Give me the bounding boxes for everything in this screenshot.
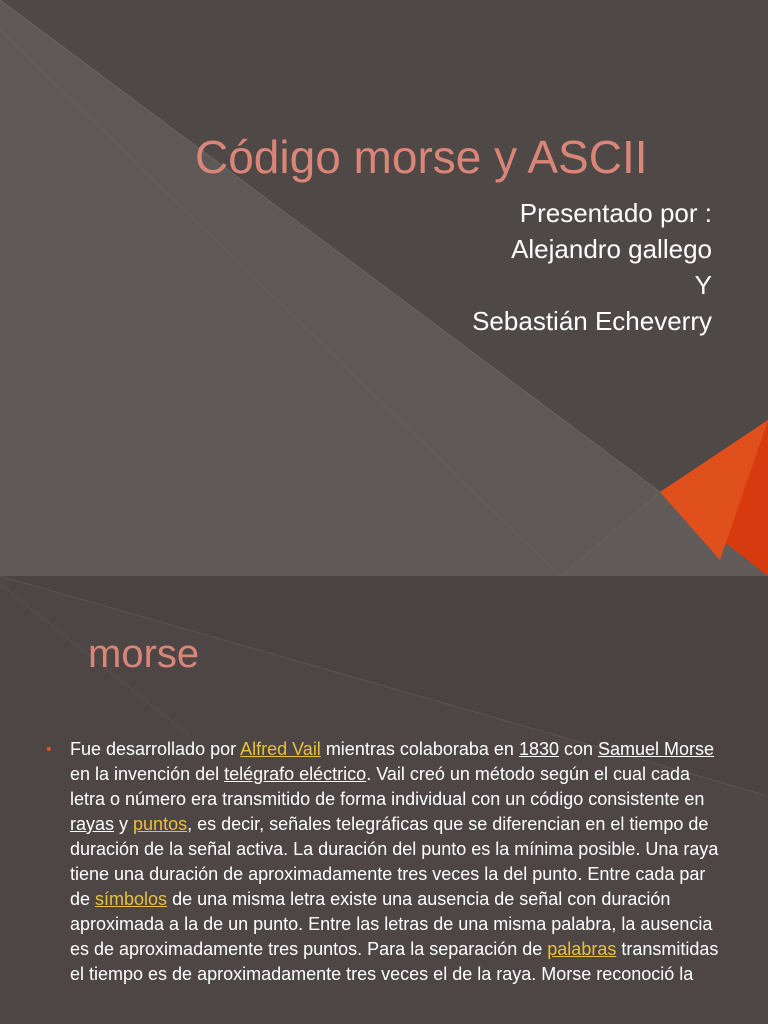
section-title-morse: morse [88,632,200,676]
text-segment: transmitidas el tiempo es de aproximadamente tres veces el de la raya. Morse reconoció la [70,939,719,984]
morse-description [46,737,730,987]
hyperlink[interactable]: Alfred Vail [240,739,321,759]
conjunction-text: Y [694,270,712,300]
text-segment: de una misma letra existe una ausencia de señal con duración aproximada a la de un punto. Entre las letras de una misma palabra, la ausencia es de aproximadamente tres puntos. Para la separación de [70,889,713,959]
text-segment: con [558,739,599,759]
presenter-name-1: Alejandro gallego [511,234,712,264]
underlined-link[interactable]: 1830 [518,739,559,759]
underlined-link[interactable]: rayas [70,814,115,834]
text-segment: , es decir, señales telegráficas que se diferencian en el tiempo de duración de la señal activa. La duración del punto es la mínima posible. Una raya tiene una duración de aproximadamente tres veces la del punto. Entre cada par de [70,814,719,909]
underlined-link[interactable]: telégrafo eléctrico [224,764,367,784]
presenters-block [472,195,712,339]
text-segment: . Vail creó un método según el cual cada letra o número era transmitido de forma individual con un código consistente en [70,764,705,809]
text-segment: y [114,814,134,834]
slide-morse [0,576,768,1024]
hyperlink[interactable]: símbolos [95,889,168,909]
text-segment: en la invención del [70,764,225,784]
text-segment: Fue desarrollado por [70,739,241,759]
hyperlink[interactable]: puntos [133,814,188,834]
presenter-name-2: Sebastián Echeverry [472,306,712,336]
underlined-link[interactable]: Samuel Morse [598,739,715,759]
morse-paragraph [70,739,718,984]
bullet-icon: • [46,741,52,758]
hyperlink[interactable]: palabras [547,939,617,959]
presented-by-label: Presentado por : [519,198,712,228]
text-segment: mientras colaboraba en [320,739,519,759]
slide-title-text: Código morse y ASCII [195,131,648,183]
